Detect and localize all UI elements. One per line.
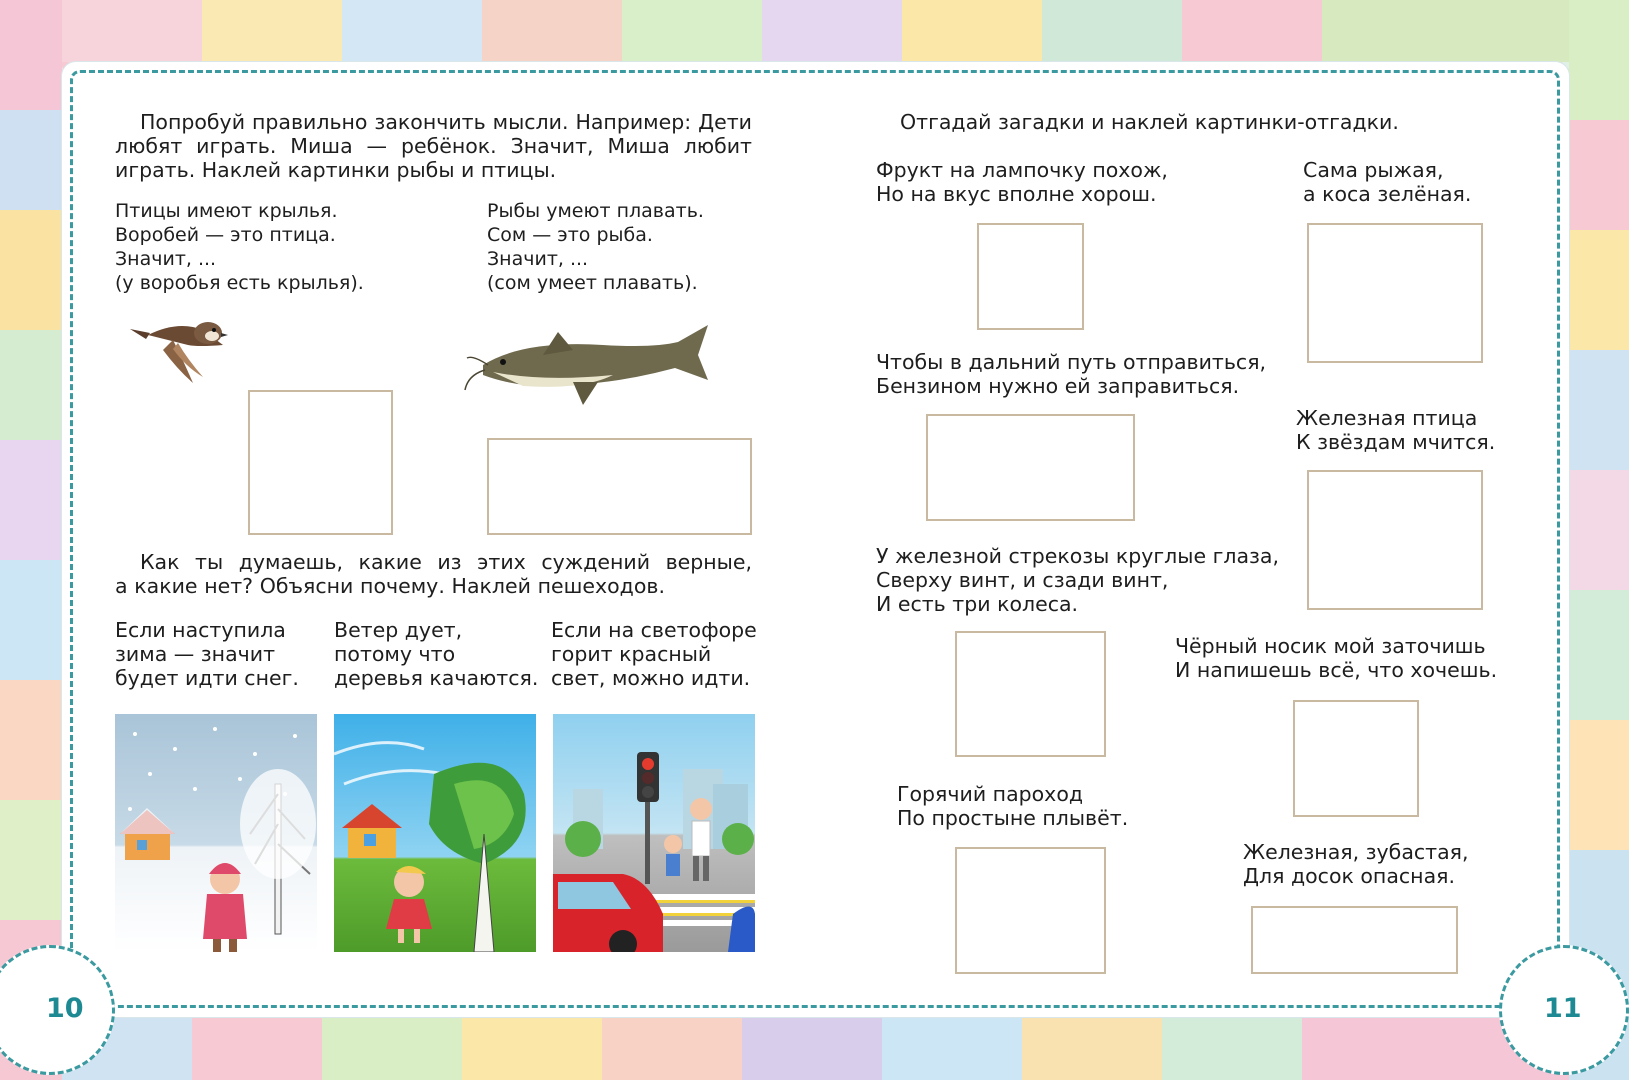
riddle-8-line-1: Железная, зубастая, xyxy=(1243,840,1469,864)
riddle-1-line-2: Но на вкус вполне хорош. xyxy=(876,182,1157,206)
riddle-4-line-2: К звёздам мчится. xyxy=(1296,430,1496,454)
statement-3-line-1: Если на светофоре xyxy=(551,618,757,642)
statement-1-line-3: будет идти снег. xyxy=(115,666,299,690)
sticker-box-fish[interactable] xyxy=(487,438,752,535)
background-patchwork-bottom xyxy=(62,1017,1569,1080)
riddle-7-line-2: По простыне плывёт. xyxy=(897,806,1129,830)
riddle-6-line-1: Чёрный носик мой заточишь xyxy=(1175,634,1486,658)
birds-line-3: Значит, ... xyxy=(115,248,217,270)
riddle-3-line-2: Бензином нужно ей заправиться. xyxy=(876,374,1240,398)
sticker-box-riddle-6[interactable] xyxy=(1293,700,1419,817)
riddle-5-line-3: И есть три колеса. xyxy=(876,592,1079,616)
riddle-3-line-1: Чтобы в дальний путь отправиться, xyxy=(876,350,1267,374)
riddle-7-line-1: Горячий пароход xyxy=(897,782,1084,806)
sticker-box-riddle-8[interactable] xyxy=(1251,906,1458,974)
left-intro-line-1: Попробуй правильно закончить мысли. Например: Дети xyxy=(140,110,752,134)
statement-3-line-2: горит красный xyxy=(551,642,712,666)
sticker-box-riddle-4[interactable] xyxy=(1307,470,1483,610)
riddle-1-line-1: Фрукт на лампочку похож, xyxy=(876,158,1168,182)
left-intro-line-3: играть. Наклей картинки рыбы и птицы. xyxy=(115,158,557,182)
sticker-box-riddle-2[interactable] xyxy=(1307,223,1483,363)
birds-line-4: (у воробья есть крылья). xyxy=(115,272,364,294)
winter-scene-image xyxy=(115,714,317,952)
sticker-box-riddle-3[interactable] xyxy=(926,414,1135,521)
sticker-box-riddle-1[interactable] xyxy=(977,223,1084,330)
right-page-title: Отгадай загадки и наклей картинки-отгадки. xyxy=(900,110,1399,134)
statement-2-line-1: Ветер дует, xyxy=(334,618,463,642)
fish-line-3: Значит, ... xyxy=(487,248,589,270)
riddle-8-line-2: Для досок опасная. xyxy=(1243,864,1455,888)
riddle-4-line-1: Железная птица xyxy=(1296,406,1478,430)
sticker-box-riddle-7[interactable] xyxy=(955,847,1106,974)
statement-1-line-1: Если наступила xyxy=(115,618,286,642)
statement-1-line-2: зима — значит xyxy=(115,642,276,666)
sparrow-image xyxy=(128,315,233,387)
page-number-left: 10 xyxy=(46,993,84,1024)
statement-3-line-3: свет, можно идти. xyxy=(551,666,751,690)
page-number-right: 11 xyxy=(1544,993,1582,1024)
riddle-5-line-1: У железной стрекозы круглые глаза, xyxy=(876,544,1279,568)
wind-scene-image xyxy=(334,714,536,952)
riddle-2-line-1: Сама рыжая, xyxy=(1303,158,1444,182)
question-line-1: Как ты думаешь, какие из этих суждений верные, xyxy=(140,550,752,574)
riddle-5-line-2: Сверху винт, и сзади винт, xyxy=(876,568,1169,592)
fish-line-2: Сом — это рыба. xyxy=(487,224,653,246)
birds-line-2: Воробей — это птица. xyxy=(115,224,336,246)
statement-2-line-2: потому что xyxy=(334,642,456,666)
fish-line-1: Рыбы умеют плавать. xyxy=(487,200,704,222)
sticker-box-bird[interactable] xyxy=(248,390,393,535)
statement-2-line-3: деревья качаются. xyxy=(334,666,539,690)
sticker-box-riddle-5[interactable] xyxy=(955,631,1106,757)
catfish-image xyxy=(463,320,713,410)
birds-line-1: Птицы имеют крылья. xyxy=(115,200,338,222)
background-patchwork-right xyxy=(1569,0,1629,1080)
background-patchwork-top xyxy=(62,0,1569,62)
traffic-light-scene-image xyxy=(553,714,755,952)
riddle-2-line-2: а коса зелёная. xyxy=(1303,182,1472,206)
fish-line-4: (сом умеет плавать). xyxy=(487,272,698,294)
question-line-2: а какие нет? Объясни почему. Наклей пешеходов. xyxy=(115,574,665,598)
left-intro-line-2: любят играть. Миша — ребёнок. Значит, Миша любит xyxy=(115,134,752,158)
background-patchwork-left xyxy=(0,0,62,1080)
riddle-6-line-2: И напишешь всё, что хочешь. xyxy=(1175,658,1498,682)
